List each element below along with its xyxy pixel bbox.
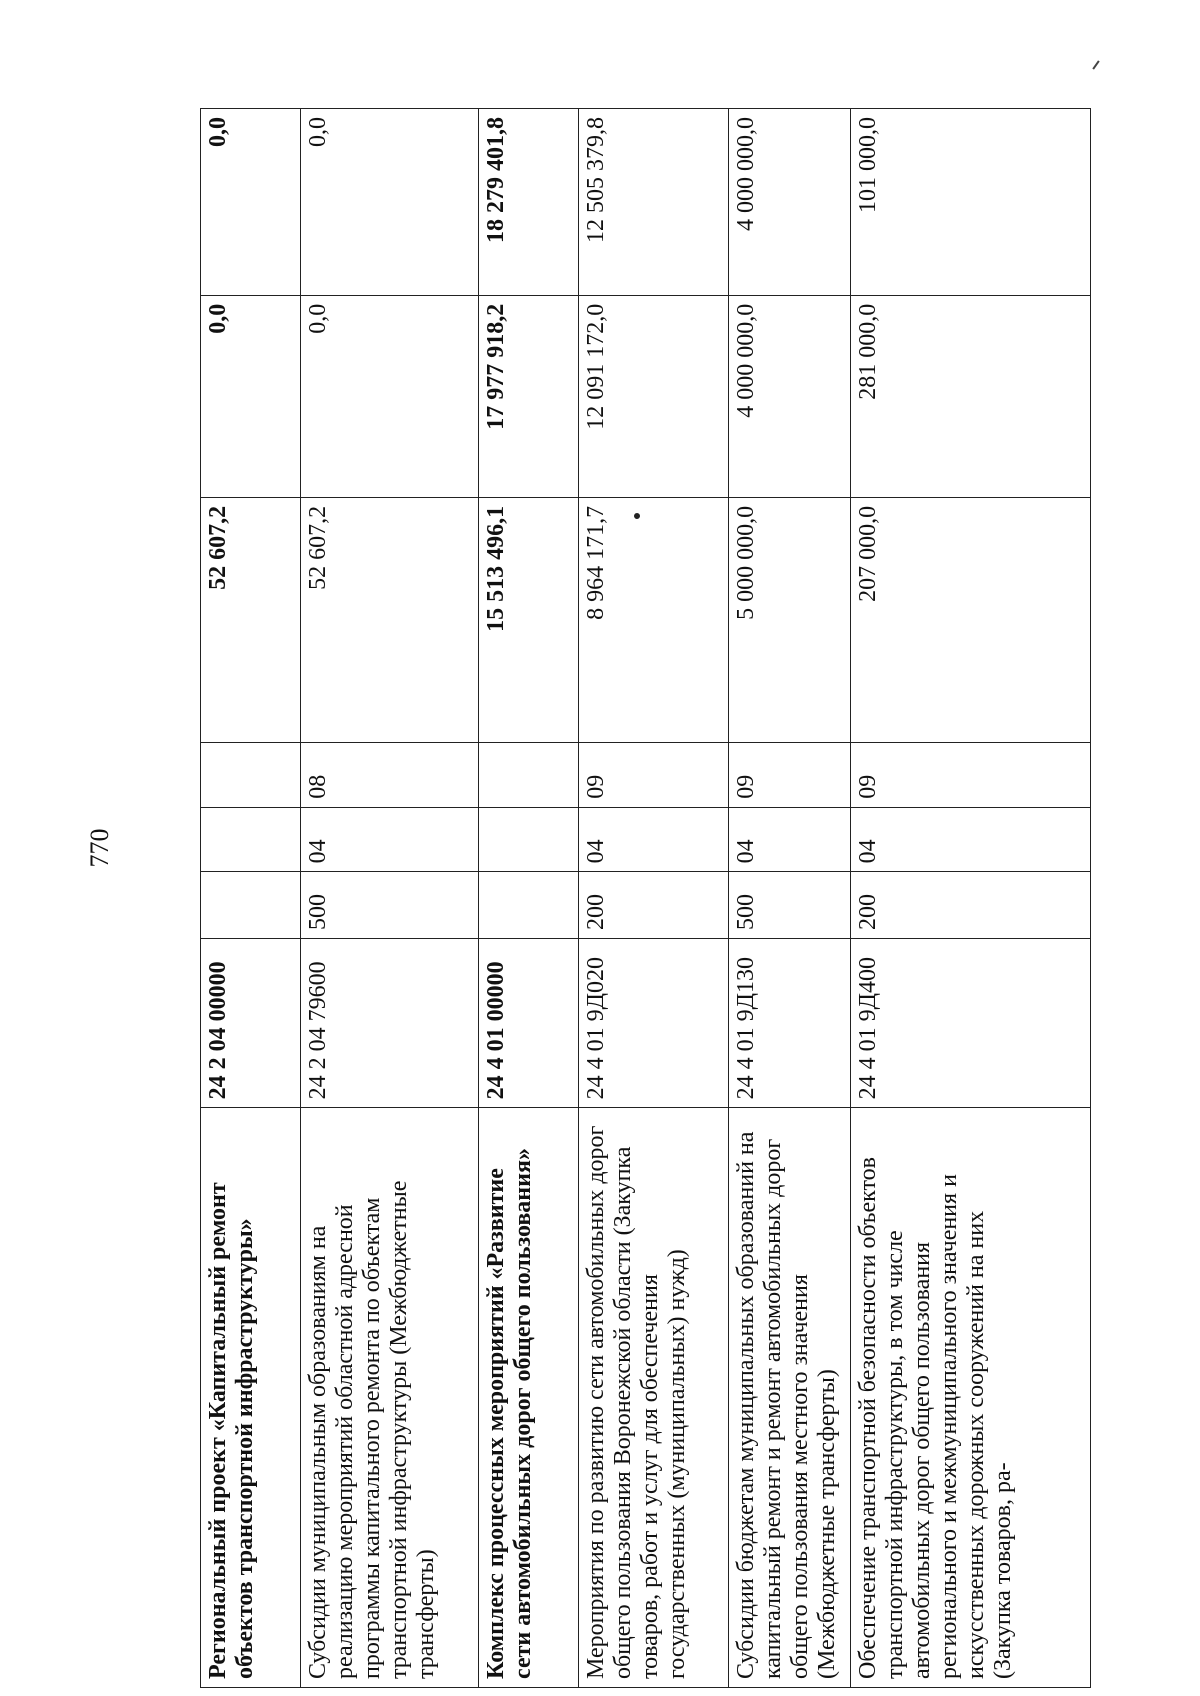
row-rz [201,807,301,872]
row-pr: 09 [729,743,851,808]
row-pr [479,743,579,808]
table-row [851,109,1091,1688]
row-code: 24 4 01 9Д400 [851,939,1091,1108]
row-sum-2: 281 000,0 [851,295,1091,497]
row-sum-2: 0,0 [301,295,479,497]
row-vr: 200 [851,872,1091,939]
row-sum-3: 0,0 [301,109,479,296]
table-row [579,109,729,1688]
table-row [201,109,301,1688]
row-sum-1: 8 964 171,7 [579,497,729,742]
row-sum-3: 101 000,0 [851,109,1091,296]
row-sum-3: 4 000 000,0 [729,109,851,296]
row-vr: 500 [301,872,479,939]
row-sum-1: 5 000 000,0 [729,497,851,742]
row-name: Субсидии муниципальным образованиям на реализацию мероприятий областной адресной программы капитального ремонта по объектам транспортной инфраструктуры (Межбюджетные трансферты) [301,1108,479,1688]
row-sum-1: 15 513 496,1 [479,497,579,742]
scan-mark [1092,60,1099,69]
row-sum-3: 0,0 [201,109,301,296]
row-sum-2: 4 000 000,0 [729,295,851,497]
row-sum-1: 52 607,2 [201,497,301,742]
row-sum-1: 207 000,0 [851,497,1091,742]
row-sum-2: 17 977 918,2 [479,295,579,497]
row-sum-3: 12 505 379,8 [579,109,729,296]
row-pr: 09 [579,743,729,808]
row-vr: 200 [579,872,729,939]
row-code: 24 4 01 00000 [479,939,579,1108]
row-code: 24 2 04 00000 [201,939,301,1108]
row-name: Региональный проект «Капитальный ремонт объектов транспортной инфраструктуры» [201,1108,301,1688]
row-rz: 04 [579,807,729,872]
row-name: Мероприятия по развитию сети автомобильных дорог общего пользования Воронежской области (Закупка товаров, работ и услуг для обеспечения государственных (муниципальных) нужд) [579,1108,729,1688]
table-row [301,109,479,1688]
row-vr [479,872,579,939]
rotated-table-wrapper [200,108,1090,1688]
row-sum-3: 18 279 401,8 [479,109,579,296]
row-vr [201,872,301,939]
row-sum-2: 0,0 [201,295,301,497]
table-row [729,109,851,1688]
row-sum-1: 52 607,2 [301,497,479,742]
row-name: Субсидии бюджетам муниципальных образований на капитальный ремонт и ремонт автомобильных дорог общего пользования местного значения (Межбюджетные трансферты) [729,1108,851,1688]
row-code: 24 4 01 9Д130 [729,939,851,1108]
row-name: Обеспечение транспортной безопасности объектов транспортной инфраструктуры, в том числе автомобильных дорог общего пользования регионального и межмуниципального значения и искусственных дорожных сооружений на них (Закупка товаров, ра- [851,1108,1091,1688]
scan-speck [634,513,640,519]
row-rz: 04 [851,807,1091,872]
budget-table [200,108,1091,1688]
row-rz: 04 [301,807,479,872]
row-rz: 04 [729,807,851,872]
table-row [479,109,579,1688]
row-pr: 09 [851,743,1091,808]
row-sum-2: 12 091 172,0 [579,295,729,497]
row-rz [479,807,579,872]
row-pr: 08 [301,743,479,808]
page-number: 770 [85,828,114,868]
row-code: 24 4 01 9Д020 [579,939,729,1108]
row-vr: 500 [729,872,851,939]
row-pr [201,743,301,808]
row-name: Комплекс процессных мероприятий «Развитие сети автомобильных дорог общего пользования» [479,1108,579,1688]
row-code: 24 2 04 79600 [301,939,479,1108]
